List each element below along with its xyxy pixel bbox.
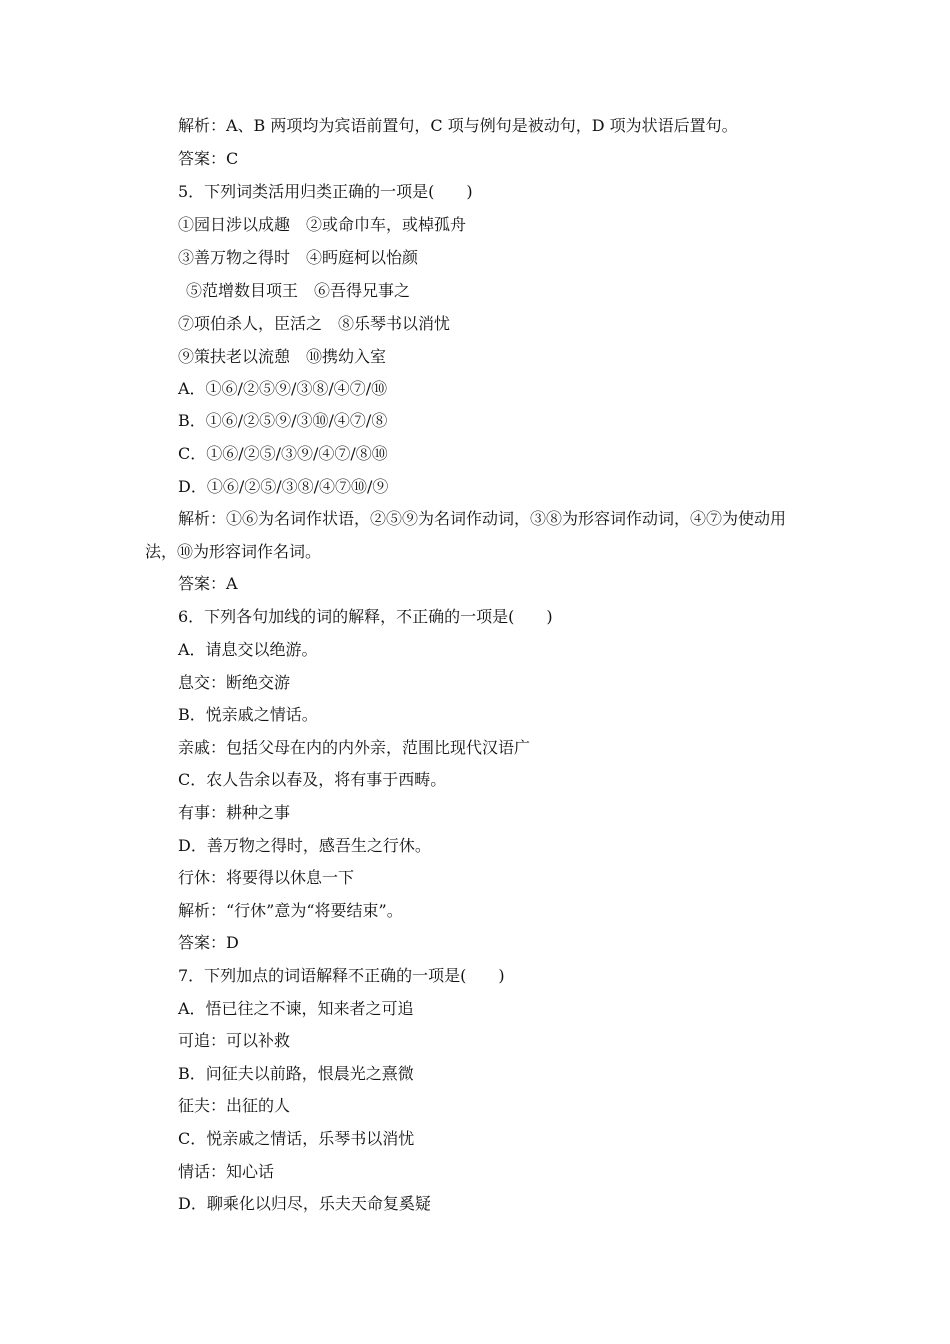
q7-option-b: B．问征夫以前路，恨晨光之熹微 bbox=[178, 1064, 414, 1083]
q6-option-d: D．善万物之得时，感吾生之行休。 bbox=[178, 836, 431, 855]
analysis-q6: 解析：“行休”意为“将要结束”。 bbox=[178, 901, 403, 920]
q6-option-d-gloss: 行休：将要得以休息一下 bbox=[178, 868, 355, 887]
q5-items-5-6: ⑤范增数目项王 ⑥吾得兄事之 bbox=[186, 281, 411, 300]
q6-option-b: B．悦亲戚之情话。 bbox=[178, 705, 318, 724]
q5-option-d: D．①⑥/②⑤/③⑧/④⑦⑩/⑨ bbox=[178, 477, 389, 496]
q5-items-7-8: ⑦项伯杀人，臣活之 ⑧乐琴书以消忧 bbox=[178, 314, 451, 333]
q6-option-a: A．请息交以绝游。 bbox=[178, 640, 318, 659]
q7-option-c-gloss: 情话：知心话 bbox=[178, 1162, 275, 1181]
analysis-q5: 解析：①⑥为名词作状语，②⑤⑨为名词作动词，③⑧为形容词作动词，④⑦为使动用 bbox=[178, 509, 787, 528]
q7-option-d: D．聊乘化以归尽，乐夫天命复奚疑 bbox=[178, 1194, 431, 1213]
q7-option-a: A．悟已往之不谏，知来者之可追 bbox=[178, 999, 414, 1018]
answer-q5: 答案：A bbox=[178, 574, 238, 593]
q7-option-c: C．悦亲戚之情话，乐琴书以消忧 bbox=[178, 1129, 415, 1148]
q6-option-c: C．农人告余以春及，将有事于西畴。 bbox=[178, 770, 447, 789]
question-5: 5．下列词类活用归类正确的一项是( ) bbox=[178, 182, 473, 201]
q6-option-a-gloss: 息交：断绝交游 bbox=[178, 673, 291, 692]
q5-option-c: C．①⑥/②⑤/③⑨/④⑦/⑧⑩ bbox=[178, 444, 388, 463]
question-7: 7．下列加点的词语解释不正确的一项是( ) bbox=[178, 966, 505, 985]
answer-q6: 答案：D bbox=[178, 933, 239, 952]
q6-option-c-gloss: 有事：耕种之事 bbox=[178, 803, 291, 822]
q5-items-1-2: ①园日涉以成趣 ②或命巾车，或棹孤舟 bbox=[178, 215, 467, 234]
q6-option-b-gloss: 亲戚：包括父母在内的内外亲，范围比现代汉语广 bbox=[178, 738, 531, 757]
question-6: 6．下列各句加线的词的解释，不正确的一项是( ) bbox=[178, 607, 553, 626]
q5-items-9-10: ⑨策扶老以流憩 ⑩携幼入室 bbox=[178, 347, 387, 366]
q5-option-b: B．①⑥/②⑤⑨/③⑩/④⑦/⑧ bbox=[178, 411, 388, 430]
analysis-q5-continued: 法，⑩为形容词作名词。 bbox=[145, 542, 322, 561]
q5-items-3-4: ③善万物之得时 ④眄庭柯以怡颜 bbox=[178, 248, 419, 267]
analysis-q4: 解析：A、B 两项均为宾语前置句，C 项与例句是被动句，D 项为状语后置句。 bbox=[178, 116, 738, 135]
q7-option-a-gloss: 可追：可以补救 bbox=[178, 1031, 291, 1050]
q7-option-b-gloss: 征夫：出征的人 bbox=[178, 1096, 291, 1115]
q5-option-a: A．①⑥/②⑤⑨/③⑧/④⑦/⑩ bbox=[178, 379, 388, 398]
answer-q4: 答案：C bbox=[178, 149, 239, 168]
